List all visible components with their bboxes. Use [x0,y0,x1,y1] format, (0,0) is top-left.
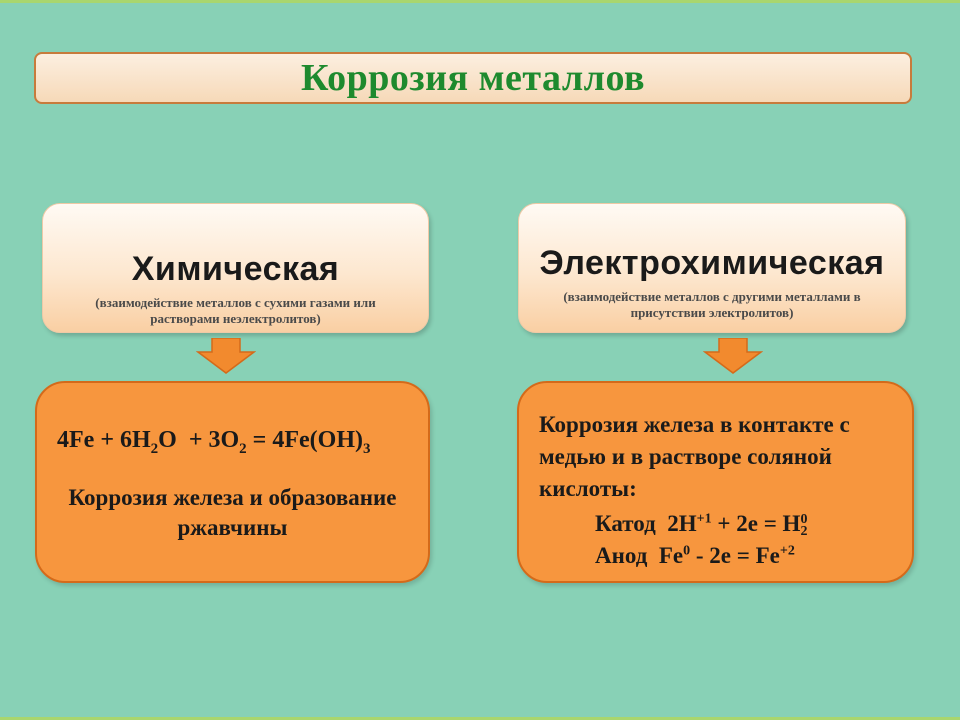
chemical-header-box [42,203,429,333]
rust-equation: $4Fe + 6H_2O + 3O_2 = 4Fe(OH)_3$ [57,427,371,457]
title-box [34,52,912,104]
chemical-body-box [35,381,430,583]
electrochemical-body-box [517,381,914,583]
cathode-reaction: Катод $2H^{+1} + 2e = H$ 0 2 [595,511,808,539]
electrochemical-subtitle: (взаимодействие металлов с другими металлами в присутствии электролитов) [563,289,861,320]
down-arrow-icon [703,338,763,374]
down-arrow-icon [196,338,256,374]
electrochemical-description: Коррозия железа в контакте с медью и в растворе соляной кислоты: [539,412,850,501]
chemical-description: Коррозия железа и образование ржавчины [68,485,397,540]
electrochemical-header-box [518,203,906,333]
anode-reaction: Анод $Fe^0 - 2e = Fe^{+2}$ [595,543,795,568]
chemical-heading: Химическая [131,250,340,288]
slide-title: Коррозия металлов [300,57,646,99]
electrochemical-heading: Электрохимическая [539,244,885,282]
chemical-subtitle: (взаимодействие металлов с сухими газами или растворами неэлектролитов) [95,295,376,326]
